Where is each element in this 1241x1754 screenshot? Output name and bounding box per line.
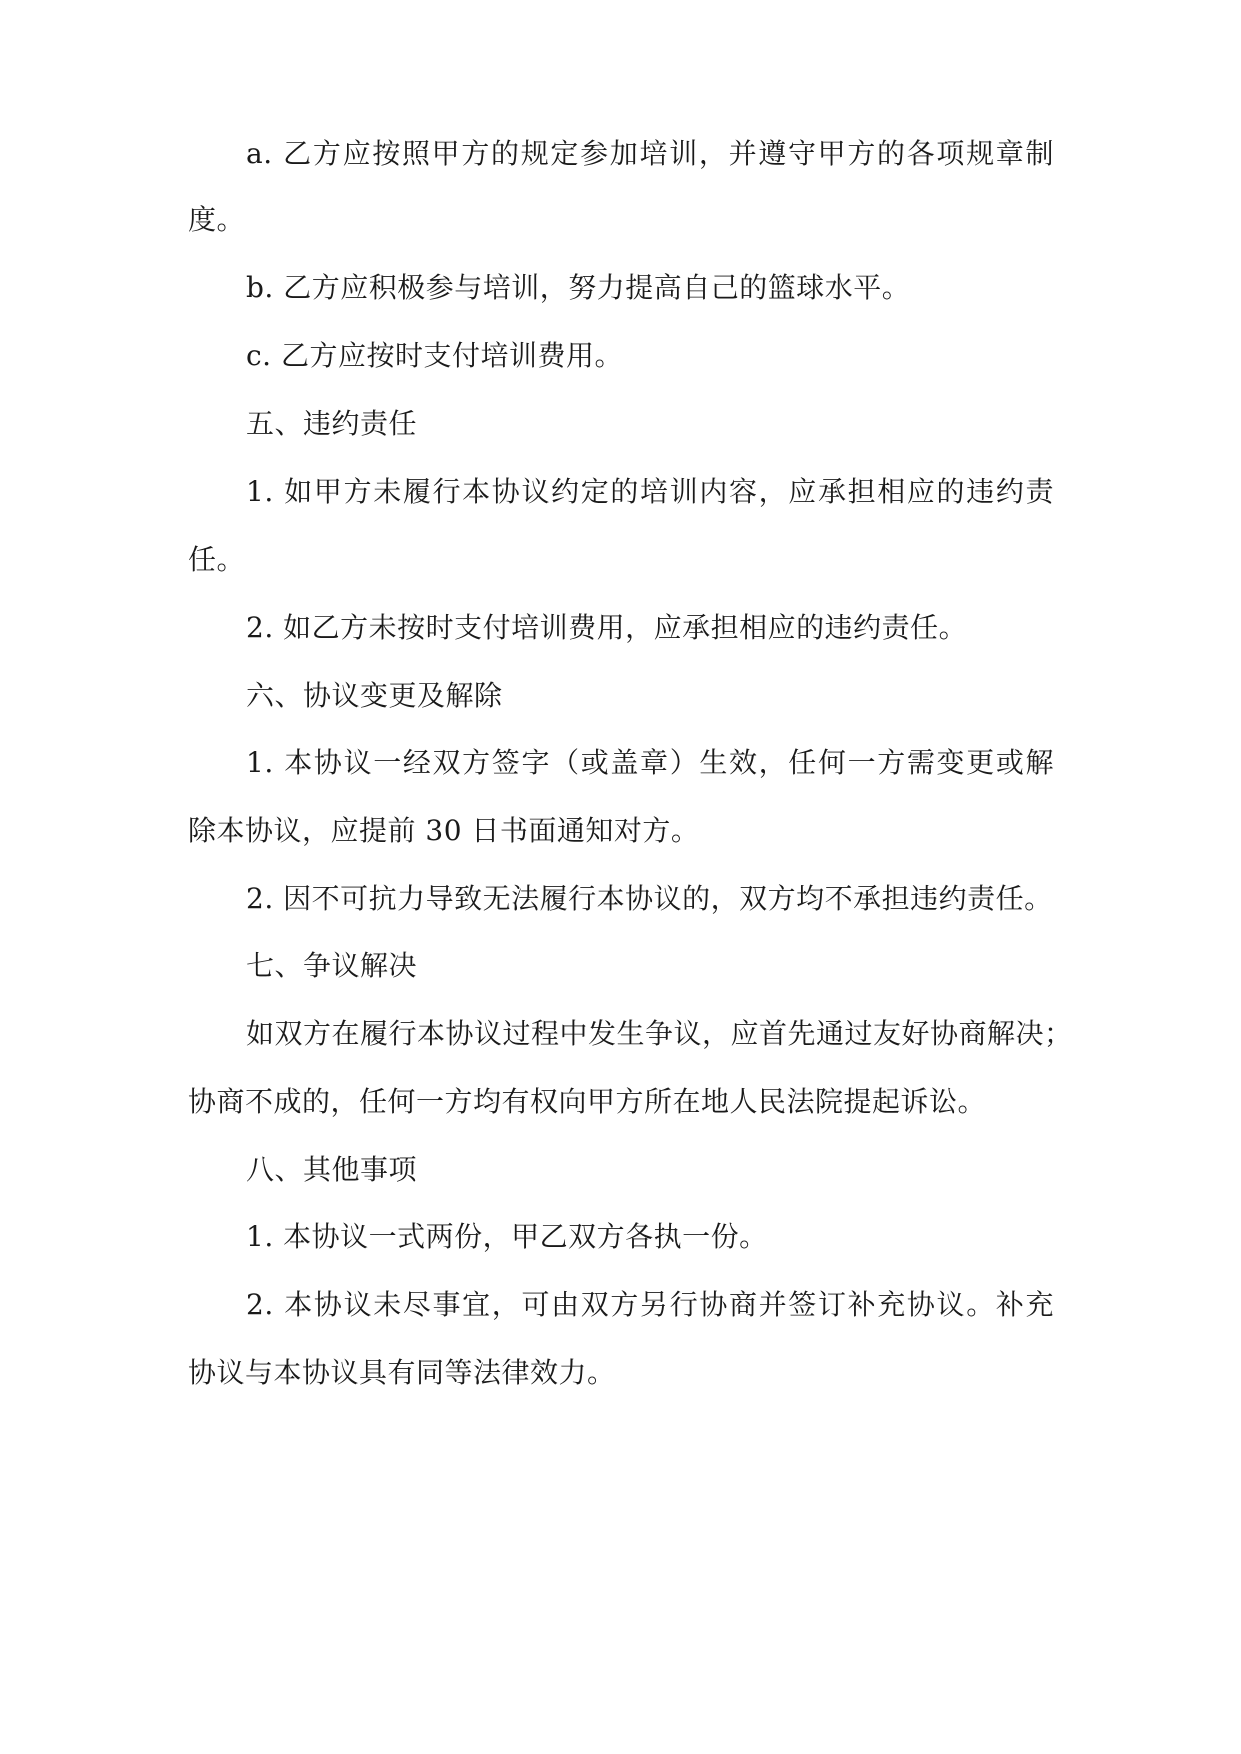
clause-6-1-line2: 除本协议，应提前 30 日书面通知对方。 [188,814,700,847]
clause-4b: b. 乙方应积极参与培训，努力提高自己的篮球水平。 [246,271,911,304]
clause-8-1: 1. 本协议一式两份，甲乙双方各执一份。 [246,1220,768,1253]
clause-7-line1: 如双方在履行本协议过程中发生争议，应首先通过友好协商解决； [246,1017,1073,1050]
clause-4a-line1: a. 乙方应按照甲方的规定参加培训，并遵守甲方的各项规章制 [246,137,1054,170]
clause-8-2-line2: 协议与本协议具有同等法律效力。 [188,1356,616,1389]
section-heading-8: 八、其他事项 [246,1153,418,1186]
clause-6-2: 2. 因不可抗力导致无法履行本协议的，双方均不承担违约责任。 [246,882,1053,915]
clause-5-1-line1: 1. 如甲方未履行本协议约定的培训内容，应承担相应的违约责 [246,475,1054,508]
clause-4a-line2: 度。 [188,203,246,236]
section-heading-5: 五、违约责任 [246,407,418,440]
clause-5-2: 2. 如乙方未按时支付培训费用，应承担相应的违约责任。 [246,611,968,644]
clause-8-2-line1: 2. 本协议未尽事宜，可由双方另行协商并签订补充协议。补充 [246,1288,1054,1321]
section-heading-7: 七、争议解决 [246,949,418,982]
section-heading-6: 六、协议变更及解除 [246,679,503,712]
clause-4c: c. 乙方应按时支付培训费用。 [246,339,623,372]
clause-5-1-line2: 任。 [188,543,246,576]
clause-6-1-line1: 1. 本协议一经双方签字（或盖章）生效，任何一方需变更或解 [246,746,1054,779]
clause-7-line2: 协商不成的，任何一方均有权向甲方所在地人民法院提起诉讼。 [188,1085,987,1118]
